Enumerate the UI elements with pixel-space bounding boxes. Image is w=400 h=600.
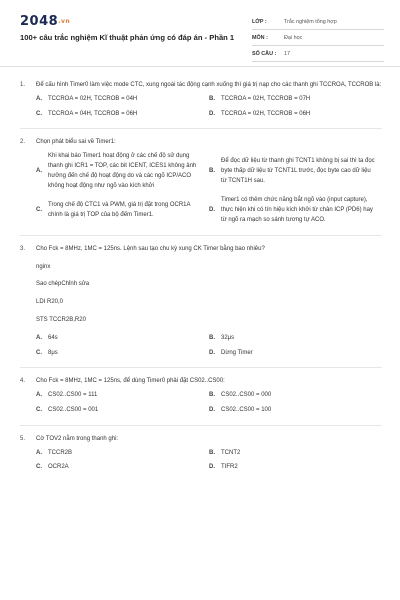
option-text: Timer1 có thêm chức năng bắt ngõ vào (input capture), thực hiện khi có tín hiệu kích khởi từ chân ICP (PD6) hay từ ngõ ra mạch so sánh tương tự ACO. [221,197,373,223]
meta-value: Đại học [284,34,303,41]
option-letter: C. [36,207,42,214]
option-a[interactable] [36,334,209,344]
option-b[interactable] [209,391,382,401]
option-b[interactable] [209,152,382,191]
option-text: 64s [48,334,58,341]
option-text: 32μs [221,334,235,341]
option-text: TIFR2 [221,464,238,471]
option-c[interactable] [36,463,209,473]
option-letter: A. [36,167,42,174]
question-text [20,245,382,255]
option-list [36,391,382,421]
option-list [36,152,382,231]
question-number: 2. [20,139,26,146]
option-letter: A. [36,95,42,102]
meta-table [252,14,384,62]
option-text: 8μs [48,349,58,356]
code-line: LDI R20,0 [36,299,64,306]
logo-suffix: .vn [58,18,71,25]
meta-key: MÔN : [252,34,268,41]
question-body: Chọn phát biểu sai về Timer1: [36,139,116,146]
option-text: CS02..CS00 = 100 [221,406,272,413]
option-letter: B. [209,449,215,456]
option-text: TCCROA = 02H, TCCROB = 06H [221,110,311,117]
option-text: Trong chế độ CTC1 và PWM, giá trị đặt trong OCR1A chính là giá trị TOP của bộ đếm Timer1. [48,202,191,219]
option-a[interactable] [36,95,209,105]
meta-key: SỐ CÂU : [252,50,277,57]
option-a[interactable] [36,391,209,401]
divider [20,367,382,368]
option-letter: B. [209,334,215,341]
option-c[interactable] [36,196,209,225]
option-text: OCR2A [48,464,69,471]
option-b[interactable] [209,95,382,105]
option-letter: A. [36,449,42,456]
option-letter: B. [209,167,215,174]
question-number: 3. [20,245,26,252]
question-list [0,81,400,478]
option-letter: B. [209,392,215,399]
option-text: TCCROA = 04H, TCCROB = 06H [48,110,138,117]
option-text: CS02..CS00 = 111 [48,392,98,399]
option-letter: B. [209,95,215,102]
option-b[interactable] [209,334,382,344]
option-list [36,449,382,479]
code-language-label: nginx [36,263,51,270]
option-text: TCNT2 [221,449,241,456]
option-c[interactable] [36,110,209,120]
code-line: STS TCCR2B,R20 [36,316,86,323]
option-letter: D. [209,464,215,471]
option-letter: D. [209,349,215,356]
option-letter: D. [209,110,215,117]
question-body: Cho Fck = 8MHz, 1MC = 125ns. Lệnh sau tạo chu kỳ xung CK Timer bằng bao nhiêu? [36,245,265,252]
meta-row-count [252,46,384,62]
option-a[interactable] [36,449,209,459]
page-header [0,0,400,67]
option-text: TCCR2B [48,449,73,456]
meta-row-class [252,14,384,30]
option-d[interactable] [209,463,382,473]
question-number: 1. [20,82,26,88]
option-d[interactable] [209,110,382,120]
meta-value: 17 [284,50,290,57]
question-number: 5. [20,435,26,442]
question-number: 4. [20,378,26,385]
option-text: Để đọc dữ liệu từ thanh ghi TCNT1 không bị sai thì ta đọc byte thấp dữ liệu từ TCNT1L trước, đọc byte cao dữ liệu từ TCNT1H sau. [221,158,375,184]
question-body: Để cấu hình Timer0 làm việc mode CTC, xung ngoài tác động cạnh xuống thì giá trị nạp cho các thanh ghi TCCROA, TCCROB là: [36,82,382,88]
option-letter: D. [209,406,215,413]
option-c[interactable] [36,349,209,359]
option-letter: C. [36,406,42,413]
site-logo[interactable] [20,14,70,29]
question-text [20,435,382,445]
option-text: Khi khai báo Timer1 hoạt động ở các chế độ sử dụng thanh ghi ICR1 = TOP, các bit ICENT, ICES1 không ảnh hưởng đến chế độ hoạt động do và các ngõ ICP/ACO không hoạt động như ngõ vào kích khởi [48,153,197,189]
option-letter: C. [36,464,42,471]
option-d[interactable] [209,349,382,359]
option-list [36,95,382,125]
option-letter: A. [36,392,42,399]
logo-text: 2048 [20,14,59,29]
divider [20,425,382,426]
meta-row-subject [252,30,384,46]
option-d[interactable] [209,406,382,416]
option-b[interactable] [209,449,382,459]
code-copy-edit-label: Sao chépChỉnh sửa [36,281,90,288]
divider [20,128,382,129]
option-list [36,334,382,364]
question-text [20,138,382,148]
option-letter: C. [36,110,42,117]
option-letter: C. [36,349,42,356]
option-text: CS02..CS00 = 000 [221,392,272,399]
question-body: Cờ TOV2 nằm trong thanh ghi: [36,435,119,442]
option-d[interactable] [209,196,382,225]
option-text: CS02..CS00 = 001 [48,406,99,413]
option-text: TCCROA = 02H, TCCROB = 07H [221,95,311,102]
meta-key: LỚP : [252,18,267,25]
question-body: Cho Fck = 8MHz, 1MC = 125ns, để dùng Timer0 phải đặt CS02..CS00: [36,378,225,385]
option-text: TCCROA = 02H, TCCROB = 04H [48,95,138,102]
document-title: 100+ câu trắc nghiệm Kĩ thuật phản ứng có đáp án - Phần 1 [20,33,235,42]
option-text: Dừng Timer [221,349,253,356]
meta-value: Trắc nghiệm tổng hợp [284,18,337,25]
question-text [20,377,382,387]
divider [20,235,382,236]
question-text [20,81,382,91]
option-letter: D. [209,207,215,214]
option-letter: A. [36,334,42,341]
option-a[interactable] [36,152,209,191]
option-c[interactable] [36,406,209,416]
